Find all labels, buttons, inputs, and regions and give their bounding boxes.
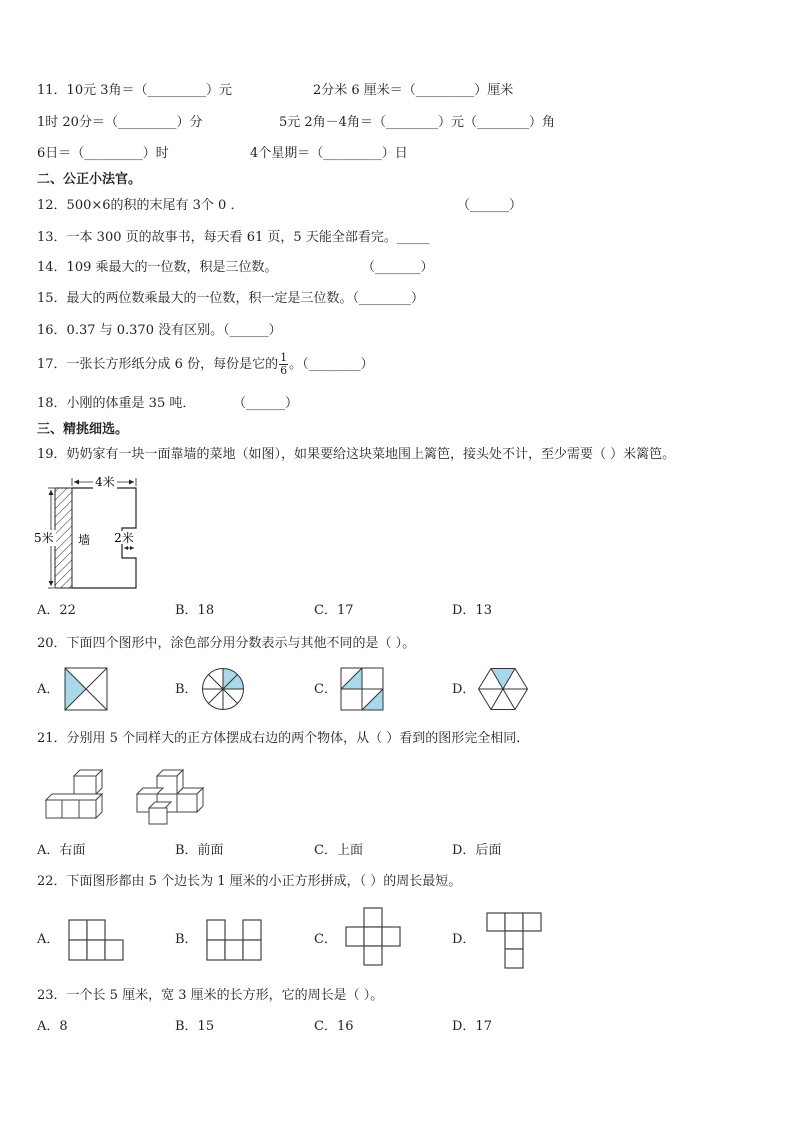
q22-option-a-pentomino[interactable] [68,919,128,963]
q11-item-f: 4个星期＝（_________）日 [250,146,408,161]
q20-option-a-square-diagonals[interactable] [64,667,108,711]
q17-text [37,352,374,377]
q23-option-d[interactable]: D．17 [452,1019,492,1034]
q20-option-b-circle-sectors[interactable] [201,667,245,711]
q19-label-top: 4米 [95,475,115,489]
q19-text: 19．奶奶家有一块一面靠墙的菜地（如图），如果要给这块菜地围上篱笆，接头处不计，至少需要（ ）米篱笆。 [37,447,676,462]
q20-option-d-hexagon[interactable] [477,667,529,711]
q19-garden-diagram [30,474,150,592]
q22-text: 22．下面图形都由 5 个边长为 1 厘米的小正方形拼成，（ ）的周长最短。 [37,874,462,889]
q23-option-a[interactable]: A．8 [37,1019,68,1034]
q19-option-c[interactable]: C．17 [314,603,354,618]
q21-text: 21．分别用 5 个同样大的正方体摆成右边的两个物体，从（ ）看到的图形完全相同． [37,731,530,746]
q20-text: 20．下面四个图形中，涂色部分用分数表示与其他不同的是（ ）。 [37,636,416,651]
q11-item-a: 11．10元 3角＝（_________）元 [37,83,232,98]
q22-option-c-pentomino[interactable] [345,907,405,969]
q23-option-b[interactable]: B．15 [175,1019,215,1034]
q12-text: 12．500×6的积的末尾有 3个 0 ． [37,198,244,213]
q22-option-c-label[interactable]: C． [314,932,337,947]
q22-option-a-label[interactable]: A． [37,932,60,947]
q20-option-c-label[interactable]: C． [314,682,337,697]
q11-item-e: 6日＝（_________）时 [37,146,169,161]
q12-answer-blank: （______） [457,198,523,213]
q22-option-d-pentomino[interactable] [486,912,546,972]
q23-option-c[interactable]: C．16 [314,1019,354,1034]
q19-label-wall: 墙 [78,533,91,547]
q19-label-inner: 2米 [114,531,134,545]
q17-fraction-denominator: 6 [280,364,288,377]
q17-fraction-numerator: 1 [280,351,288,364]
q21-option-b[interactable]: B．前面 [175,843,224,858]
q21-option-a[interactable]: A．右面 [37,843,86,858]
q20-option-d-label[interactable]: D． [452,682,476,697]
q21-option-d[interactable]: D．后面 [452,843,502,858]
q20-option-b-label[interactable]: B． [175,682,198,697]
q15-text: 15．最大的两位数乘最大的一位数，积一定是三位数。（________） [37,291,425,306]
section-2-heading: 二、公正小法官。 [37,172,142,187]
q19-wall-hatch [55,488,72,588]
q19-option-a[interactable]: A．22 [37,603,76,618]
q11-item-b: 2分米 6 厘米＝（_________）厘米 [313,83,514,98]
q22-option-b-pentomino[interactable] [206,919,266,963]
q22-option-b-label[interactable]: B． [175,932,198,947]
q19-option-b[interactable]: B．18 [175,603,215,618]
q22-option-d-label[interactable]: D． [452,932,476,947]
q19-label-left: 5米 [34,531,54,545]
q11-item-d: 5元 2角－4角＝（________）元（________）角 [279,115,555,130]
q17-text-after: 。（________） [289,357,374,372]
q14-text: 14．109 乘最大的一位数，积是三位数。 [37,260,278,275]
q17-fraction [279,352,288,377]
section-3-heading: 三、精挑细选。 [37,422,129,437]
q23-text: 23．一个长 5 厘米，宽 3 厘米的长方形，它的周长是（ ）。 [37,988,384,1003]
q19-option-d[interactable]: D．13 [452,603,492,618]
q14-answer-blank: （_______） [362,260,434,275]
q13-text: 13．一本 300 页的故事书，每天看 61 页，5 天能全部看完。_____ [37,230,430,245]
q18-answer-blank: （______） [233,396,299,411]
q17-text-before: 17．一张长方形纸分成 6 份，每份是它的 [37,357,279,372]
q21-cube-object-right [135,770,205,826]
q20-option-a-label[interactable]: A． [37,682,60,697]
q11-item-c: 1时 20分＝（_________）分 [37,115,203,130]
q20-option-c-square-quarters[interactable] [340,667,384,711]
q16-text: 16．0.37 与 0.370 没有区别。（______） [37,323,282,338]
q21-option-c[interactable]: C．上面 [314,843,363,858]
q21-cube-object-left [44,770,110,826]
q18-text: 18．小刚的体重是 35 吨． [37,396,196,411]
